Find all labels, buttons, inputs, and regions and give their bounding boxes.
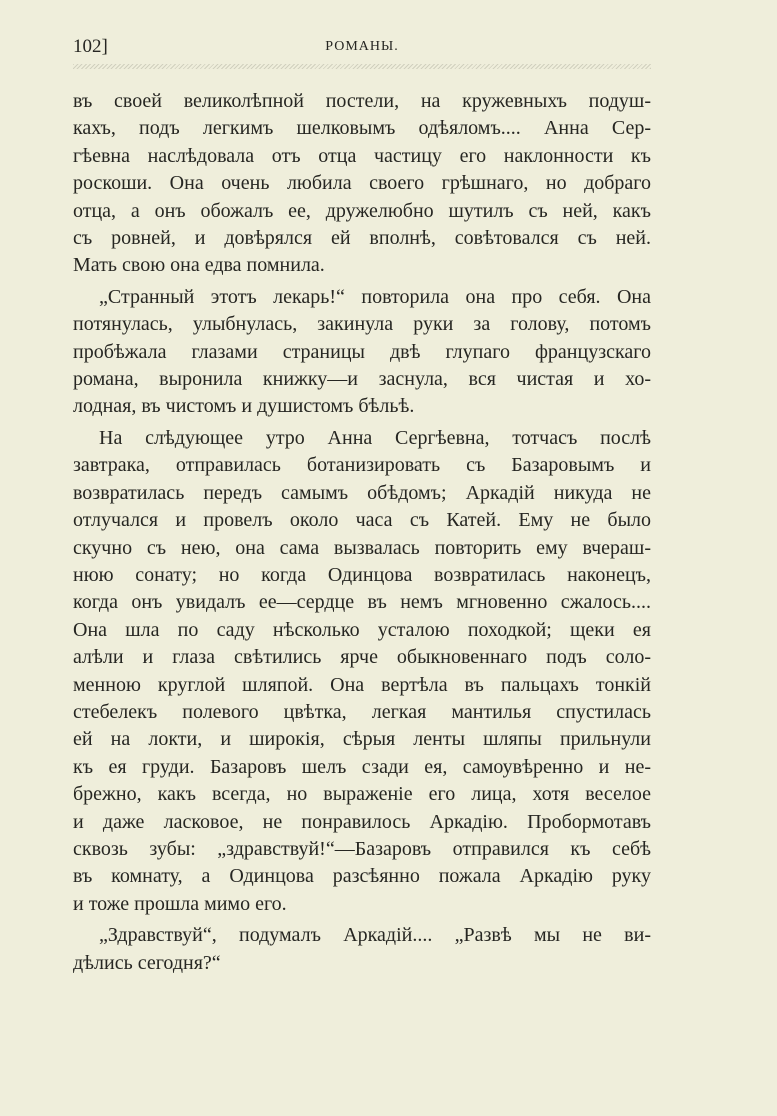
text-line: когда онъ увидалъ ее—сердце въ немъ мгновенно сжалось.... (73, 591, 651, 614)
text-line: На слѣдующее утро Анна Сергѣевна, тотчасъ послѣ (99, 426, 651, 449)
text-line: гѣевна наслѣдовала отъ отца частицу его наклонности къ (73, 144, 651, 167)
text-line: и тоже прошла мимо его. (73, 892, 287, 915)
text-line: пробѣжала глазами страницы двѣ глупаго французскаго (73, 340, 651, 363)
paragraph (73, 922, 651, 977)
text-line: сквозь зубы: „здравствуй!“—Базаровъ отправился къ себѣ (73, 837, 651, 860)
text-line: стебелекъ полевого цвѣтка, легкая мантилья спустилась (73, 700, 651, 723)
body-text (73, 88, 651, 981)
text-line: отца, а онъ обожалъ ее, дружелюбно шутилъ съ ней, какъ (73, 199, 651, 222)
page-number: 102] (73, 36, 108, 57)
text-line: потянулась, улыбнулась, закинула руки за голову, потомъ (73, 313, 651, 336)
running-title: РОМАНЫ. (325, 39, 399, 54)
text-line: лодная, въ чистомъ и душистомъ бѣльѣ. (73, 395, 415, 418)
paragraph (73, 284, 651, 421)
text-line: брежно, какъ всегда, но выраженіе его лица, хотя веселое (73, 783, 651, 806)
text-line: алѣли и глаза свѣтились ярче обыкновеннаго подъ соло- (73, 646, 651, 669)
paragraph (73, 88, 651, 280)
paragraph (73, 425, 651, 918)
page-header (73, 36, 651, 60)
text-line: „Странный этотъ лекарь!“ повторила она про себя. Она (99, 285, 651, 308)
text-line: Мать свою она едва помнила. (73, 254, 325, 277)
text-line: кахъ, подъ легкимъ шелковымъ одѣяломъ.... Анна Сер- (73, 117, 651, 140)
text-line: романа, выронила книжку—и заснула, вся чистая и хо- (73, 368, 651, 391)
text-line: въ своей великолѣпной постели, на кружевныхъ подуш- (73, 90, 651, 112)
text-line: скучно съ нею, она сама вызвалась повторить ему вчераш- (73, 536, 651, 559)
text-line: завтрака, отправилась ботанизировать съ Базаровымъ и (73, 454, 651, 477)
header-divider (73, 64, 651, 69)
text-line: „Здравствуй“, подумалъ Аркадій.... „Развѣ мы не ви- (99, 924, 651, 947)
text-line: съ ровней, и довѣрялся ей вполнѣ, совѣтовался съ ней. (73, 227, 651, 250)
text-line: къ ея груди. Базаровъ шелъ сзади ея, самоувѣренно и не- (73, 755, 651, 778)
text-line: роскоши. Она очень любила своего грѣшнаго, но добраго (73, 172, 651, 195)
text-line: отлучался и провелъ около часа съ Катей. Ему не было (73, 509, 651, 532)
text-line: въ комнату, а Одинцова разсѣянно пожала Аркадію руку (73, 865, 651, 888)
text-line: ей на локти, и широкія, сѣрыя ленты шляпы прильнули (73, 728, 651, 751)
text-line: и даже ласковое, не понравилось Аркадію. Пробормотавъ (73, 810, 651, 833)
text-line: Она шла по саду нѣсколько усталою походкой; щеки ея (73, 618, 651, 641)
text-line: дѣлись сегодня?“ (73, 951, 221, 974)
text-line: нюю сонату; но когда Одинцова возвратилась наконецъ, (73, 563, 651, 586)
text-line: менною круглой шляпой. Она вертѣла въ пальцахъ тонкій (73, 673, 651, 696)
text-line: возвратилась передъ самымъ обѣдомъ; Аркадій никуда не (73, 481, 651, 504)
